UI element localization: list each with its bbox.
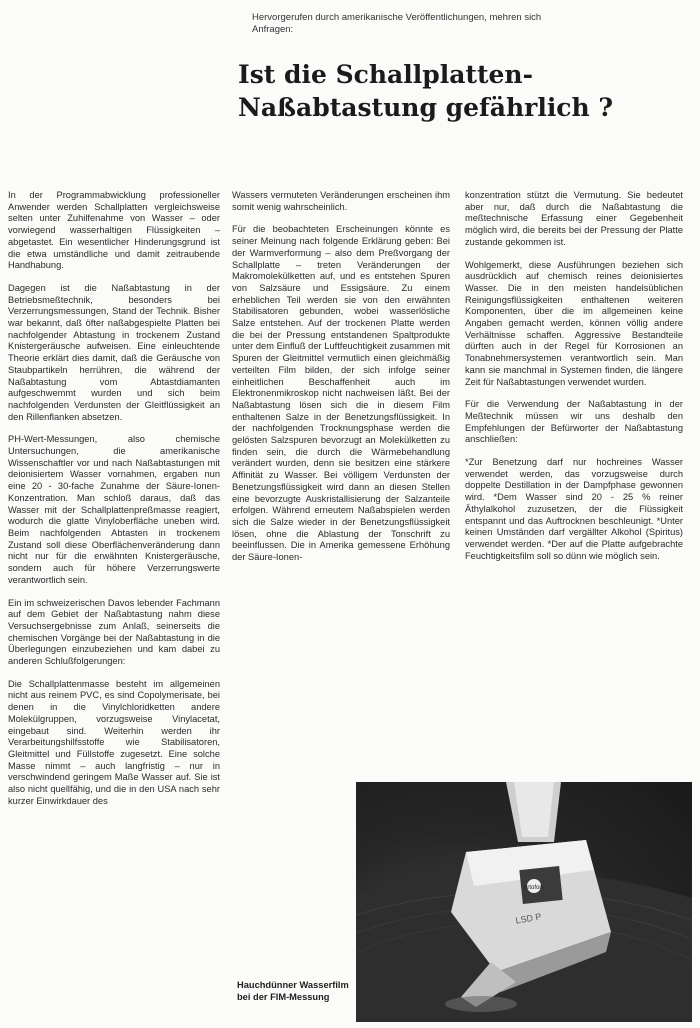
paragraph: Für die Verwendung der Naßabtastung in der Meßtechnik müssen wir uns deshalb den Empfehlungen der Befürworter der Naßabtastung anschließen:: [465, 399, 683, 445]
cartridge-model-label: LSD P: [514, 911, 543, 926]
article-column-1: [8, 190, 220, 818]
article-column-3: [465, 190, 683, 573]
cartridge-photo-icon: [356, 782, 692, 1022]
kicker-text: Hervorgerufen durch amerikanische Veröffentlichungen, mehren sich Anfragen:: [252, 12, 542, 35]
article-column-2: [232, 190, 450, 575]
paragraph: konzentration stützt die Vermutung. Sie bedeutet aber nur, daß durch die Naßabtastung die meßtechnische Erfassung einer Gegebenheit möglich wird, die bereits bei der Pressung der Platte zustande gekommen ist.: [465, 190, 683, 247]
paragraph: In der Programmabwicklung professioneller Anwender werden Schallplatten vergleichsweise selten unter Zuhilfenahme von Wasser – oder vorwiegend wasserhaltigen Flüssigkeiten – abgetastet. Ein wesentlicher Hinderungsgrund ist die etwa umständliche und damit zeitraubende Handhabung.: [8, 190, 220, 271]
paragraph: Wassers vermuteten Veränderungen erscheinen ihm somit wenig wahrscheinlich.: [232, 190, 450, 212]
paragraph: Die Schallplattenmasse besteht im allgemeinen nicht aus reinem PVC, es sind Copolymerisate, bei denen in die Vinylchloridketten andere Molekülgruppen, vorzugsweise Vinylacetat, eingebaut sind. Weiterhin werden ihr Verarbeitungshilfsstoffe wie Stabilisatoren, Gleitmittel und Füllstoffe zugesetzt. Eine solche Masse nimmt – auch langfristig – nur in verschwindend geringem Maße Wasser auf. Sie ist also nicht quellfähig, und die in den USA nach sehr kurzer Einwirkdauer des: [8, 678, 220, 806]
headline-line-1: Ist die Schallplatten-: [238, 60, 533, 89]
headline-line-2: Naßabtastung gefährlich ?: [238, 93, 614, 122]
paragraph: *Zur Benetzung darf nur hochreines Wasser verwendet werden, das vorzugsweise durch doppelte Destillation in der Dampfphase gewonnen wird. *Dem Wasser sind 20 - 25 % reiner Äthylalkohol zuzusetzen, der die Flüssigkeit entspannt und das Auftrocknen beschleunigt. *Unter keinen Umständen darf vergällter Alkohol (Spiritus) verwendet werden. *Der auf die Platte aufgebrachte Feuchtigkeitsfilm soll so dünn wie möglich sein.: [465, 457, 683, 561]
photo-caption: Hauchdünner Wasserfilm bei der FIM-Messung: [237, 980, 349, 1002]
paragraph: Ein im schweizerischen Davos lebender Fachmann auf dem Gebiet der Naßabtastung nahm diese Versuchsergebnisse zum Anlaß, seinerseits die chemischen Vorgänge bei der Naßabtastung in die Überlegungen einzubeziehen und kam dabei zu anderen Schlußfolgerungen:: [8, 597, 220, 667]
paragraph: Wohlgemerkt, diese Ausführungen beziehen sich ausdrücklich auf chemisch reines deionisiertes Wasser. Die in den meisten handelsüblichen Reinigungsflüssigkeiten enthaltenen weiteren Komponenten, über die im allgemeinen keine Angaben gemacht werden, können völlig andere Verhältnisse schaffen. Aggressive Bestandteile dürften auch in der Regel für Korrosionen an Tonabnehmersystemen verantwortlich sein. Man kann sie manchmal in Systemen finden, die längere Zeit für Naßabtastungen verwendet wurden.: [465, 259, 683, 387]
headline: [238, 58, 688, 124]
paragraph: Dagegen ist die Naßabtastung in der Betriebsmeßtechnik, besonders bei Verzerrungsmessungen, Stand der Technik. Bisher war bekannt, daß öfter naßabgespielte Platten bei nachfolgender Abtastung in trockenem Zustand Knistergeräusche aufweisen. Eine einleuchtende Theorie erklärt dies damit, daß die Geräusche von Staubpartikeln herrühren, die während der Naßabtastung vom Abtastdiamanten aufgeschwemmt wurden und sich beim nachfolgenden Verdunsten der Gleitflüssigkeit an den Rillenflanken absetzen.: [8, 282, 220, 422]
paragraph: Für die beobachteten Erscheinungen könnte es seiner Meinung nach folgende Erklärung geben: Bei der Warmverformung – also dem Preßvorgang der Schallplatte – treten Veränderungen der Makromolekülketten auf, und es entstehen Spuren von Salzsäure und Essigsäure. Zu einem erheblichen Teil werden sie von den erwähnten Stabilisatoren gebunden, wobei wasserlösliche Salze entstehen. Auf der trockenen Platte werden die bei der Pressung entstandenen Spaltprodukte unter dem Einfluß der Luftfeuchtigkeit zusammen mit Spuren der Gleitmittel vermutlich einen gleichmäßig verteilten Film bilden, der sich infolge seiner einheitlichen Beschaffenheit auch im Elektronenmikroskop nicht nachweisen läßt. Bei der Naßabtastung lösen sich die in diesem Film enthaltenen Salze in der Benetzungsflüssigkeit. In der nachfolgenden Trocknungsphase werden die gelösten Salzspuren bevorzugt an Molekülketten zu finden sein, die durch die Wärmebehandlung verändert wurden, denn sie besitzen eine stärkere Affinität zu Wasser. Bei völligem Verdunsten der Benetzungsflüssigkeit wird dann an diesen Stellen eine bevorzugte Auskristallisierung der Salzanteile erfolgen. Während erneutem Naßabspielen werden sich die Salze wieder in der Benetzungsflüssigkeit lösen, ohne die Ablastung der Tonschrift zu beeinflussen. Die in Amerika gemessene Erhöhung der Säure-Ionen-: [232, 224, 450, 563]
paragraph: PH-Wert-Messungen, also chemische Untersuchungen, die amerikanische Wissenschaftler vor und nach Naßabtastungen mit deionisiertem Wasser vornahmen, ergaben nun eine 20 - 30-fache Zunahme der Säure-Ionen-Konzentration. Man schloß daraus, daß das Wasser mit der Schallplattenpreßmasse reagiert, wodurch die glatte Vinyloberfläche uneben wird. Beim nachfolgenden Abtasten in trockenem Zustand soll diese Oberflächenveränderung dann nicht nur für die erwähnten Knistergeräusche, sondern auch für höhere Verzerrungswerte verantwortlich sein.: [8, 434, 220, 585]
cartridge-brand-label: ortofon: [524, 885, 543, 891]
cartridge-photo: [356, 782, 692, 1022]
